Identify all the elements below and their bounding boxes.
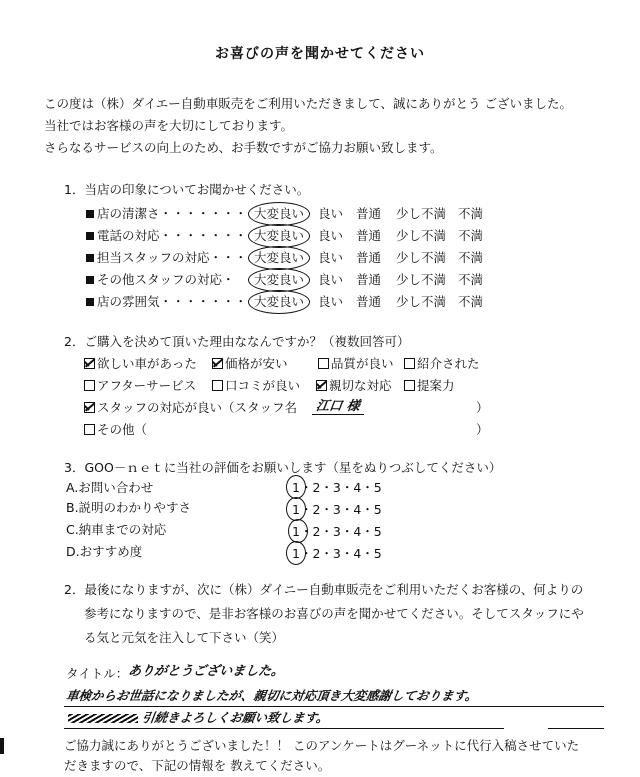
comment-body-handwritten[interactable]: 引続きよろしくお願い致します。 <box>141 710 330 725</box>
rating-scale[interactable]: 1・2・3・4・5 <box>292 480 382 495</box>
question-1-heading: 1．当店の印象についてお聞かせください。 <box>64 182 310 197</box>
intro-line: この度は（株）ダイエー自動車販売をご利用いただきまして、誠にありがとう ございました。 <box>44 96 572 111</box>
intro-line: 当社ではお客様の声を大切にしております。 <box>44 118 294 133</box>
selection-circle-mark <box>248 224 310 248</box>
staff-name-handwritten: 江口 様 <box>315 399 361 414</box>
question-4-line: る気と元気を注入して下さい（笑） <box>84 630 285 645</box>
q1-row-label: 店の清潔さ・・・・・・・ <box>86 206 247 222</box>
checkbox-icon <box>404 380 415 391</box>
option-dissatisfied[interactable]: 不満 <box>458 294 484 309</box>
checkbox-proposal[interactable]: 提案力 <box>404 378 455 394</box>
checkbox-icon <box>84 380 95 391</box>
comment-line <box>64 706 604 707</box>
intro-line: さらなるサービスの向上のため、お手数ですがご協力お願い致します。 <box>44 140 443 155</box>
rating-selection-circle <box>286 497 306 521</box>
question-4-line: 2．最後になりますが、次に（株）ダイニー自動車販売をご利用いただくお客様の、何よりの <box>64 582 584 597</box>
rating-scale[interactable]: 1・2・3・4・5 <box>292 502 382 517</box>
option-average[interactable]: 普通 <box>356 250 382 265</box>
rating-item-label: C.納車までの対応 <box>66 522 167 537</box>
option-slightly-dissatisfied[interactable]: 少し不満 <box>396 272 447 287</box>
checkbox-good-quality[interactable]: 品質が良い <box>318 356 394 372</box>
comment-line <box>548 728 604 729</box>
rating-item-label: B.説明のわかりやすさ <box>66 500 192 515</box>
footer-line: ご協力誠にありがとうございました！！ このアンケートはグーネットに代行入稿させていた <box>64 738 580 753</box>
rating-selection-circle <box>286 541 306 565</box>
checkbox-other[interactable]: その他（ <box>84 422 147 438</box>
page-title: お喜びの声を聞かせてください <box>215 46 425 62</box>
comment-line <box>64 728 504 729</box>
option-dissatisfied[interactable]: 不満 <box>458 250 484 265</box>
underline-mark <box>312 414 364 415</box>
q1-row-label: 電話の対応・・・・・・・ <box>86 228 247 244</box>
option-average[interactable]: 普通 <box>356 272 382 287</box>
checkbox-icon <box>404 358 415 369</box>
checkbox-icon <box>318 358 329 369</box>
option-slightly-dissatisfied[interactable]: 少し不満 <box>396 250 447 265</box>
rating-item-label: D.おすすめ度 <box>66 544 143 559</box>
option-very-good[interactable]: 大変良い <box>254 272 305 287</box>
option-dissatisfied[interactable]: 不満 <box>458 228 484 243</box>
checkbox-staff-service[interactable]: スタッフの対応が良い（スタッフ名 <box>84 400 297 416</box>
checkbox-reviews[interactable]: 口コミが良い <box>212 378 300 394</box>
rating-item-label: A.お問い合わせ <box>66 480 154 495</box>
checkbox-icon <box>84 424 95 435</box>
option-very-good[interactable]: 大変良い <box>254 294 305 309</box>
option-average[interactable]: 普通 <box>356 294 382 309</box>
option-slightly-dissatisfied[interactable]: 少し不満 <box>396 228 447 243</box>
option-average[interactable]: 普通 <box>356 206 382 221</box>
option-dissatisfied[interactable]: 不満 <box>458 272 484 287</box>
rating-scale[interactable]: 1・2・3・4・5 <box>292 524 382 539</box>
comment-title-label: タイトル： <box>66 666 129 681</box>
q1-row-label: その他スタッフの対応・ <box>86 272 235 288</box>
checkbox-kind-service[interactable]: 親切な対応 <box>316 378 392 394</box>
selection-circle-mark <box>248 268 310 292</box>
close-paren: ） <box>476 400 489 415</box>
option-good[interactable]: 良い <box>318 272 344 287</box>
rating-scale[interactable]: 1・2・3・4・5 <box>292 546 382 561</box>
comment-body-handwritten[interactable]: 車検からお世話になりましたが、親切に対応頂き大変感謝しております。 <box>65 688 479 703</box>
checkbox-checked-icon <box>212 358 223 369</box>
checkbox-checked-icon <box>84 402 95 413</box>
option-slightly-dissatisfied[interactable]: 少し不満 <box>396 206 447 221</box>
comment-title-handwritten[interactable]: ありがとうございました。 <box>127 664 286 679</box>
option-average[interactable]: 普通 <box>356 228 382 243</box>
q1-row-label: 店の雰囲気・・・・・・・ <box>86 294 247 310</box>
checkbox-checked-icon <box>84 358 95 369</box>
option-very-good[interactable]: 大変良い <box>254 228 305 243</box>
checkbox-icon <box>212 380 223 391</box>
bullet-square-icon <box>86 298 94 306</box>
bullet-square-icon <box>86 210 94 218</box>
bullet-square-icon <box>86 254 94 262</box>
selection-circle-mark <box>248 202 310 226</box>
option-good[interactable]: 良い <box>318 250 344 265</box>
checkbox-referred[interactable]: 紹介された <box>404 356 480 372</box>
bullet-square-icon <box>86 232 94 240</box>
scan-edge-mark <box>0 738 4 754</box>
checkbox-after-service[interactable]: アフターサービス <box>84 378 196 394</box>
rating-selection-circle <box>286 475 306 499</box>
question-2-heading: 2．ご購入を決めて頂いた理由ななんですか？（複数回答可） <box>64 334 410 349</box>
option-dissatisfied[interactable]: 不満 <box>458 206 484 221</box>
checkbox-checked-icon <box>316 380 327 391</box>
question-3-heading: 3．GOO－ｎｅｔに当社の評価をお願いします（星をぬりつぶしてください） <box>64 460 502 475</box>
selection-circle-mark <box>248 290 310 314</box>
option-very-good[interactable]: 大変良い <box>254 206 305 221</box>
bullet-square-icon <box>86 276 94 284</box>
option-slightly-dissatisfied[interactable]: 少し不満 <box>396 294 447 309</box>
footer-line: だきますので、下記の情報を 教えてください。 <box>64 758 331 773</box>
close-paren: ） <box>476 422 489 437</box>
checkbox-low-price[interactable]: 価格が安い <box>212 356 288 372</box>
rating-selection-circle <box>288 519 308 543</box>
q1-row-label: 担当スタッフの対応・・・ <box>86 250 247 266</box>
checkbox-wanted-car[interactable]: 欲しい車があった <box>84 356 197 372</box>
option-very-good[interactable]: 大変良い <box>254 250 305 265</box>
selection-circle-mark <box>248 246 310 270</box>
option-good[interactable]: 良い <box>318 206 344 221</box>
crossed-out-text <box>68 714 138 723</box>
question-4-line: 参考になりますので、是非お客様のお喜びの声を聞かせてください。そしてスタッフにや <box>84 606 584 621</box>
option-good[interactable]: 良い <box>318 228 344 243</box>
option-good[interactable]: 良い <box>318 294 344 309</box>
